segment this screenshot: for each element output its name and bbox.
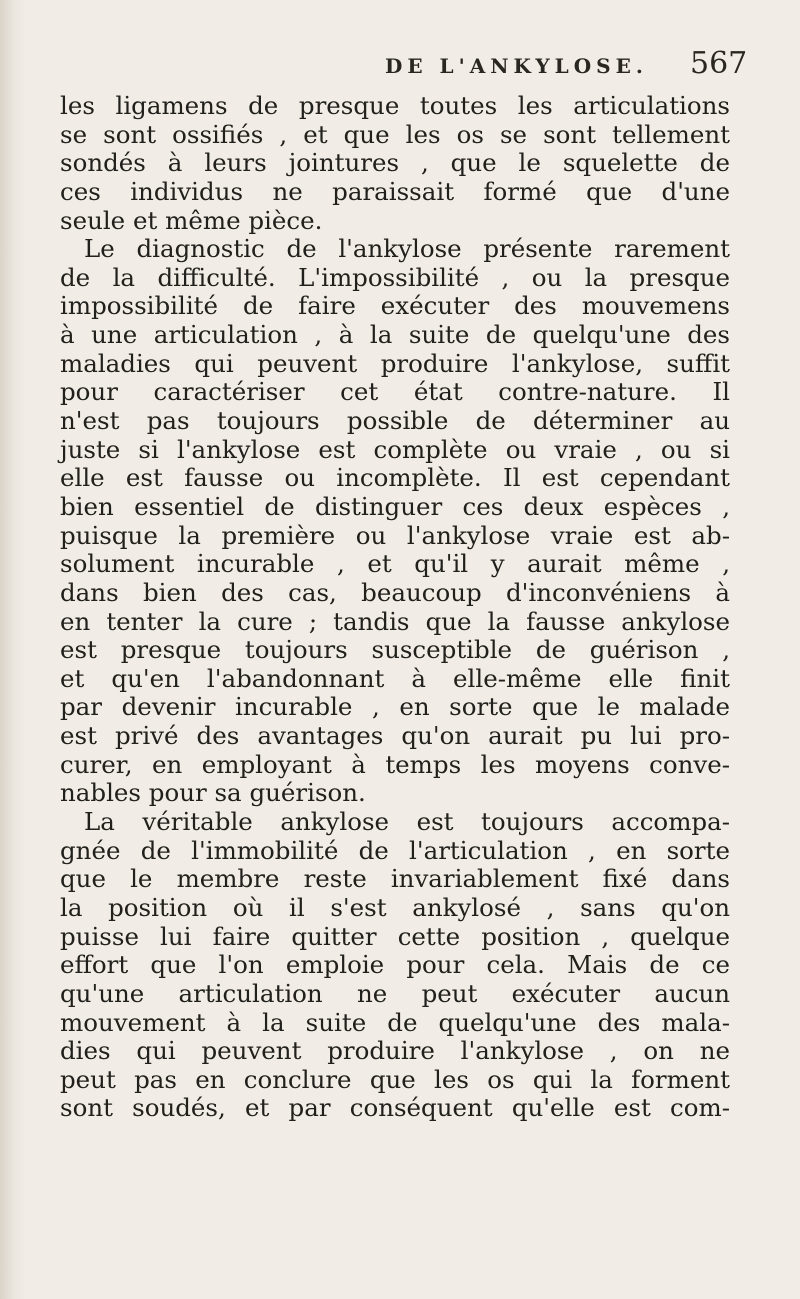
text-line: bien essentiel de distinguer ces deux espèces ,: [60, 491, 730, 521]
text-line: est privé des avantages qu'on aurait pu lui pro-: [60, 721, 730, 751]
binding-gutter-shadow: [0, 0, 26, 1299]
text-line: la position où il s'est ankylosé , sans qu'on: [60, 892, 730, 922]
text-line: mouvement à la suite de quelqu'une des mala-: [60, 1007, 730, 1037]
text-line: elle est fausse ou incomplète. Il est cependant: [60, 463, 730, 493]
text-line: à une articulation , à la suite de quelqu'une des: [60, 320, 730, 350]
body-text: [60, 92, 730, 1123]
text-line: les ligamens de presque toutes les articulations: [60, 91, 730, 120]
text-line: de la difficulté. L'impossibilité , ou la presque: [60, 262, 730, 292]
text-line: par devenir incurable , en sorte que le malade: [60, 692, 730, 722]
text-line: se sont ossifiés , et que les os se sont tellement: [60, 119, 730, 149]
text-line: curer, en employant à temps les moyens conve-: [60, 749, 730, 779]
text-line: peut pas en conclure que les os qui la forment: [60, 1064, 730, 1094]
text-line: gnée de l'immobilité de l'articulation , en sorte: [60, 835, 730, 865]
text-line: dans bien des cas, beaucoup d'inconvéniens à: [60, 577, 730, 607]
text-line: juste si l'ankylose est complète ou vraie , ou si: [60, 434, 730, 464]
page-number: 567: [690, 46, 748, 81]
running-head: [0, 44, 800, 88]
text-line: maladies qui peuvent produire l'ankylose, suffit: [60, 348, 730, 378]
text-line: La véritable ankylose est toujours accompa-: [84, 807, 730, 837]
text-line: dies qui peuvent produire l'ankylose , on ne: [60, 1036, 730, 1066]
text-line: effort que l'on emploie pour cela. Mais de ce: [60, 950, 730, 980]
text-line: qu'une articulation ne peut exécuter aucun: [60, 978, 730, 1008]
text-line: pour caractériser cet état contre-nature. Il: [60, 377, 730, 407]
text-line: nables pour sa guérison.: [60, 778, 366, 808]
text-line: que le membre reste invariablement fixé dans: [60, 864, 730, 894]
text-line: impossibilité de faire exécuter des mouvemens: [60, 291, 730, 321]
text-line: puisque la première ou l'ankylose vraie est ab-: [60, 520, 730, 550]
text-line: solument incurable , et qu'il y aurait même ,: [60, 549, 730, 579]
text-line: puisse lui faire quitter cette position , quelque: [60, 921, 730, 951]
text-line: seule et même pièce.: [60, 205, 323, 235]
text-line: sont soudés, et par conséquent qu'elle est com-: [60, 1093, 730, 1123]
text-line: est presque toujours susceptible de guérison ,: [60, 635, 730, 665]
text-line: n'est pas toujours possible de déterminer au: [60, 406, 730, 436]
text-line: sondés à leurs jointures , que le squelette de: [60, 148, 730, 178]
running-title: DE L'ANKYLOSE.: [385, 54, 648, 78]
text-line: et qu'en l'abandonnant à elle-même elle finit: [60, 663, 730, 693]
text-line: ces individus ne paraissait formé que d'une: [60, 176, 730, 206]
text-line: Le diagnostic de l'ankylose présente rarement: [84, 234, 730, 264]
text-line: en tenter la cure ; tandis que la fausse ankylose: [60, 606, 730, 636]
